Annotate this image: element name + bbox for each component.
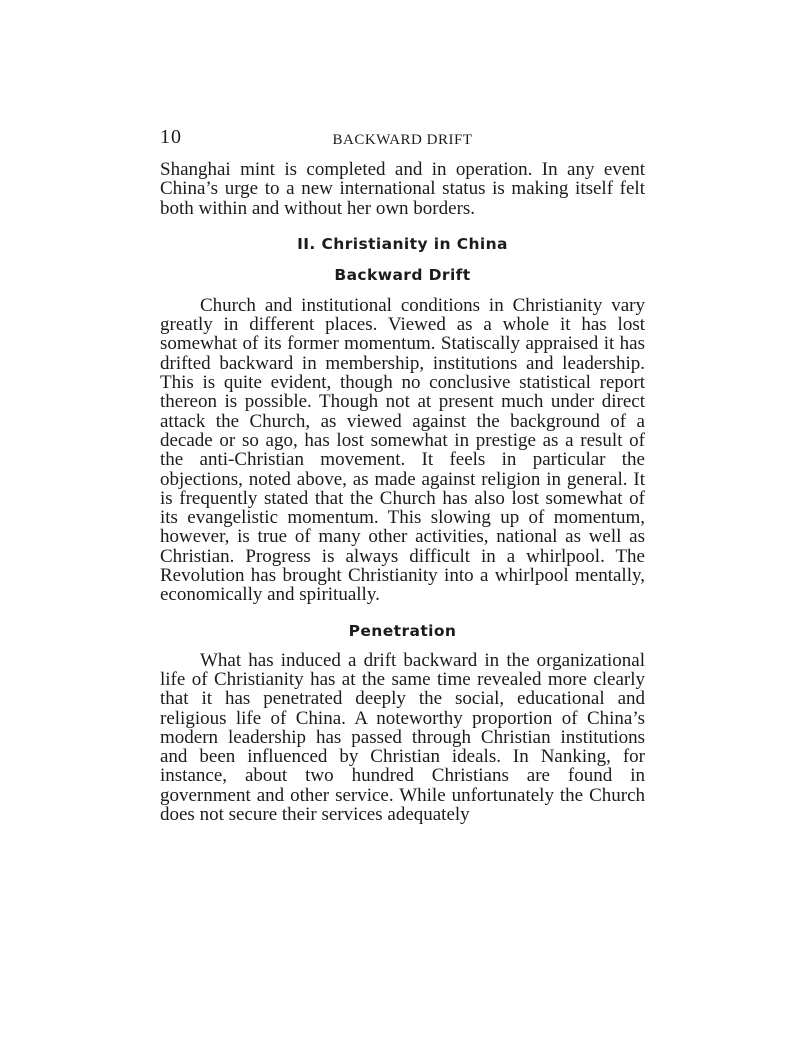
page-number: 10 <box>160 126 182 148</box>
running-header <box>160 124 645 154</box>
book-page <box>160 124 645 824</box>
penetration-paragraph: What has induced a drift backward in the organizational life of Christianity has at the same time revealed more clearly that it has penetrated deeply the social, educational and religious life of China. A noteworthy proportion of China’s modern leadership has passed through Christian institutions and been influenced by Christian ideals. In Nanking, for instance, about two hundred Christians are found in government and other service. While unfortunately the Church does not secure their services adequately <box>160 649 645 826</box>
section-heading: II. Christianity in China <box>297 234 508 253</box>
subsection-heading: Backward Drift <box>334 265 471 284</box>
backward-drift-paragraph: Church and institutional conditions in Christianity vary greatly in different places. Viewed as a whole it has lost somewhat of its former momentum. Statiscally appraised it has drifted backward in membership, institutions and leadership. This is quite evident, though no conclusive statistical report thereon is possible. Though not at present much under direct attack the Church, as viewed against the background of a decade or so ago, has lost somewhat in prestige as a result of the anti-Christian movement. It feels in particular the objections, noted above, as made against religion in general. It is frequently stated that the Church has also lost somewhat of its evangelistic momentum. This slowing up of momentum, however, is true of many other activities, national as well as Christian. Progress is always difficult in a whirlpool. The Revolution has brought Christianity into a whirlpool mentally, economically and spiritually. <box>160 294 645 606</box>
running-title: BACKWARD DRIFT <box>332 132 473 148</box>
penetration-heading: Penetration <box>348 621 457 640</box>
opening-paragraph: Shanghai mint is completed and in operation. In any event China’s urge to a new international status is making itself felt both within and without her own borders. <box>160 159 645 219</box>
